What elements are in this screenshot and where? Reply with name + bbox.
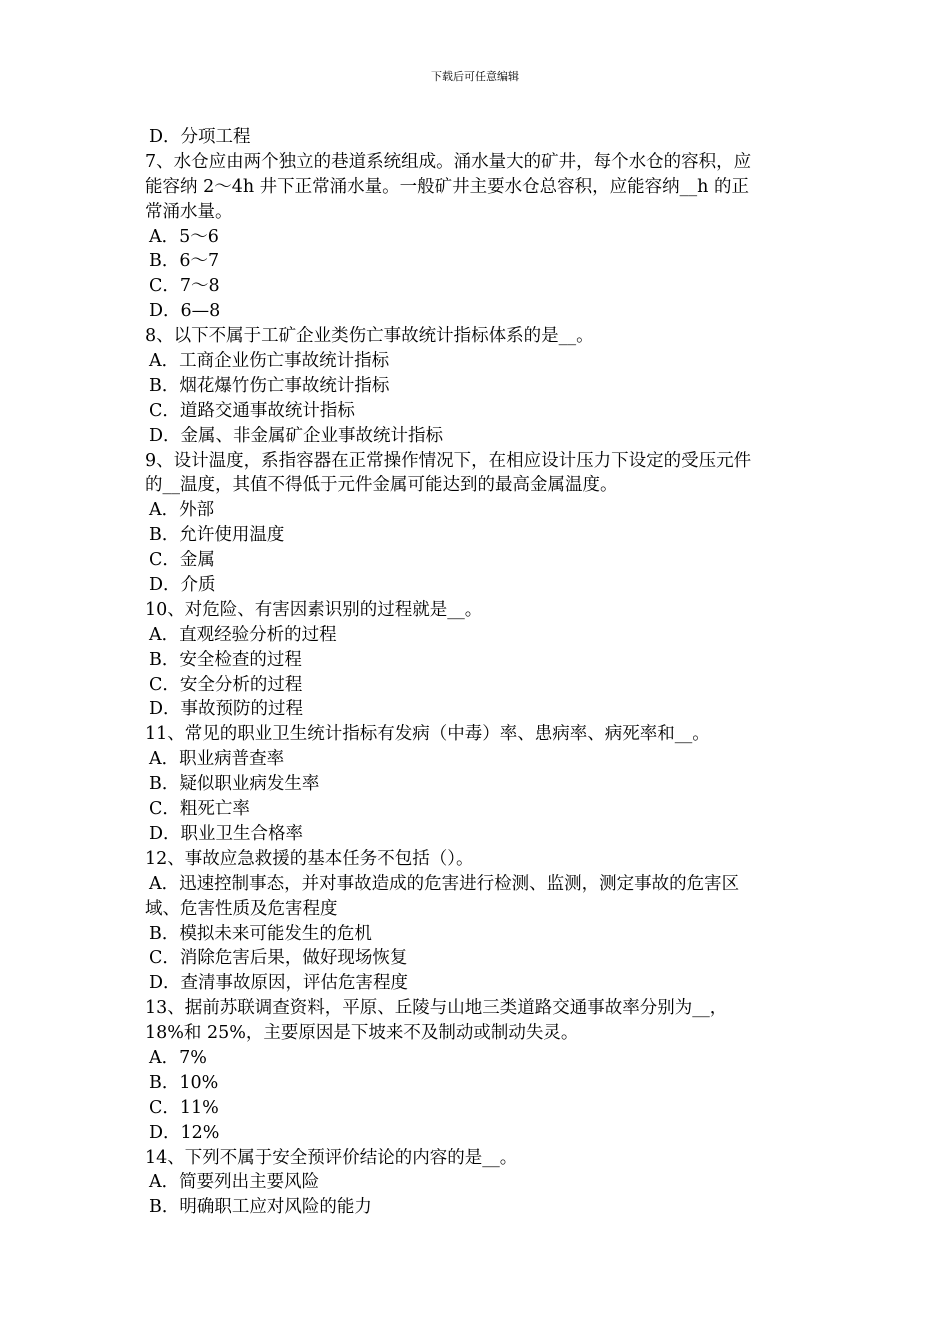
option-line: C．安全分析的过程 bbox=[149, 674, 303, 695]
question-line: 11、常见的职业卫生统计指标有发病（中毒）率、患病率、病死率和__。 bbox=[145, 724, 710, 745]
option-line: B．允许使用温度 bbox=[149, 525, 285, 546]
option-line: B．模拟未来可能发生的危机 bbox=[149, 923, 372, 944]
option-line: D．查清事故原因，评估危害程度 bbox=[149, 973, 409, 994]
option-line: C．道路交通事故统计指标 bbox=[149, 400, 355, 421]
question-line: 域、危害性质及危害程度 bbox=[145, 898, 338, 919]
option-line: A．简要列出主要风险 bbox=[149, 1172, 320, 1193]
option-line: D．分项工程 bbox=[149, 127, 251, 147]
option-line: A．直观经验分析的过程 bbox=[149, 624, 337, 645]
option-line: C．11% bbox=[149, 1097, 219, 1118]
option-line: B．10% bbox=[149, 1072, 219, 1093]
option-line: D．6—8 bbox=[149, 301, 221, 322]
page-header: 下载后可任意编辑 bbox=[431, 70, 519, 83]
option-line: C．7～8 bbox=[149, 276, 220, 297]
option-line: A．迅速控制事态，并对事故造成的危害进行检测、监测，测定事故的危害区 bbox=[149, 873, 740, 894]
option-line: C．金属 bbox=[149, 550, 215, 571]
question-line: 18%和 25%，主要原因是下坡来不及制动或制动失灵。 bbox=[145, 1023, 579, 1044]
question-line: 13、据前苏联调查资料，平原、丘陵与山地三类道路交通事故率分别为__， bbox=[145, 998, 728, 1019]
option-line: B．6～7 bbox=[149, 251, 220, 272]
option-line: C．消除危害后果，做好现场恢复 bbox=[149, 948, 408, 969]
question-line: 10、对危险、有害因素识别的过程就是__。 bbox=[145, 599, 483, 620]
option-line: B．明确职工应对风险的能力 bbox=[149, 1197, 372, 1218]
option-line: D．12% bbox=[149, 1122, 220, 1143]
option-line: D．职业卫生合格率 bbox=[149, 823, 304, 844]
option-line: A．职业病普查率 bbox=[149, 749, 285, 770]
option-line: A．外部 bbox=[149, 500, 215, 521]
question-line: 7、水仓应由两个独立的巷道系统组成。涌水量大的矿井，每个水仓的容积，应 bbox=[145, 151, 752, 172]
question-line: 14、下列不属于安全预评价结论的内容的是__。 bbox=[145, 1147, 518, 1168]
question-line: 的__温度，其值不得低于元件金属可能达到的最高金属温度。 bbox=[145, 475, 618, 496]
option-line: C．粗死亡率 bbox=[149, 799, 250, 820]
document-body bbox=[145, 125, 815, 1220]
option-line: B．疑似职业病发生率 bbox=[149, 774, 320, 795]
option-line: D．介质 bbox=[149, 575, 216, 596]
option-line: A．7% bbox=[149, 1047, 207, 1068]
option-line: D．金属、非金属矿企业事故统计指标 bbox=[149, 425, 444, 446]
option-line: B．安全检查的过程 bbox=[149, 649, 302, 670]
question-line: 9、设计温度，系指容器在正常操作情况下，在相应设计压力下设定的受压元件 bbox=[145, 450, 752, 471]
option-line: A．工商企业伤亡事故统计指标 bbox=[149, 351, 390, 372]
question-line: 12、事故应急救援的基本任务不包括（）。 bbox=[145, 848, 474, 869]
question-line: 8、以下不属于工矿企业类伤亡事故统计指标体系的是__。 bbox=[145, 326, 594, 347]
option-line: A．5～6 bbox=[149, 226, 219, 247]
question-line: 常涌水量。 bbox=[145, 201, 233, 222]
question-line: 能容纳 2～4h 井下正常涌水量。一般矿井主要水仓总容积，应能容纳__h 的正 bbox=[145, 176, 749, 197]
option-line: B．烟花爆竹伤亡事故统计指标 bbox=[149, 375, 390, 396]
option-line: D．事故预防的过程 bbox=[149, 699, 304, 720]
